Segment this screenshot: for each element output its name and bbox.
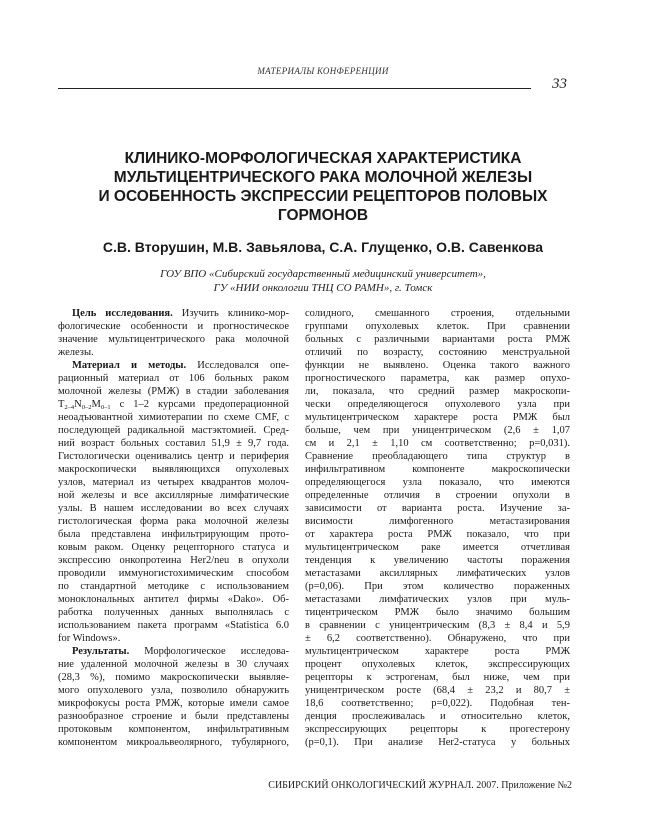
text-line: ние удаленной молочной железы в 30 случаях [58,659,289,670]
methods-heading: Материал и методы. [72,360,187,371]
text-line: экспрессирующих рецепторы к прогестерону [305,724,570,735]
text-line: неоадъювантной химиотерапии по схеме CMF, с [58,412,289,423]
text-line: см и 2,1 ± 1,10 см соответственно; p=0,031). [305,438,570,449]
text-line: по стандартной методике с использованием [58,581,289,592]
text-line: тицентрическом РМЖ было значимо большим [305,607,570,618]
text-line: значение мультицентрического рака молочной [58,334,289,345]
text-line: мультицентрическом раке имеется отчетливая [305,542,570,553]
text-line: рецепторы к эстрогенам, был ниже, чем при [305,672,570,683]
text-line: инфильтративном компоненте макроскопически [305,464,570,475]
text-line: была представлена инфильтрирующим прото- [58,529,289,540]
title-line: МУЛЬТИЦЕНТРИЧЕСКОГО РАКА МОЛОЧНОЙ ЖЕЛЕЗЫ [113,169,533,186]
text-line: (p=0,1). При анализе Her2-статуса у больных [305,737,570,748]
text-line: больше, чем при уницентрическом (2,6 ± 1,07 [305,425,570,436]
text-line: гистологическая форма рака молочной железы [58,516,289,527]
text-line: фологические особенности и прогностическое [58,321,289,332]
text-line: Сравнение преобладающего типа структур в [305,451,570,462]
text-line: Цель исследования. Изучить клинико-мор- [72,308,289,319]
text-line: в сравнении с уницентрическим (8,3 ± 8,4 и 5,9 [305,620,570,631]
text-line: ний возраст больных составил 51,9 ± 9,7 года. [58,438,289,449]
text-line: работка полученных данных выполнялась с [58,607,289,618]
text-line: мультицентрическом характере роста РМЖ [305,646,570,657]
title-line: ГОРМОНОВ [277,207,369,224]
text-line: метастазами аксиллярных лимфатических узлов [305,568,570,579]
text-line: процент опухолевых клеток, экспрессирующих [305,659,570,670]
text-line: мого опухолевого узла, позволило обнаружить [58,685,289,696]
right-column [305,307,570,749]
text-line: разнообразное строение и были представлены [58,711,289,722]
text-line: последующей радикальной мастэктомией. Сред- [58,425,289,436]
text-line: (p=0,06). При этом количество пораженных [305,581,570,592]
page-number: 33 [552,76,567,92]
header-rule [58,88,531,89]
text-line: ной железы и все аксиллярные лимфатические [58,490,289,501]
text-line: функции не выявлено. Оценка такого важного [305,360,570,371]
text-line: солидного, смешанного строения, отдельными [305,308,570,319]
text-line: протоковым компонентом, инфильтративным [58,724,289,735]
text-line: 18,6 соответственно; p=0,022). Подобная тен- [305,698,570,709]
text-line: Гистологически оценивались центр и периферия [58,451,289,462]
text-line: больных с различными вариантами роста РМЖ [305,334,570,345]
text-line: (28,3 %), помимо макроскопически выявляе- [58,672,289,683]
text-line: ли, показала, что средний размер макроскопи- [305,386,570,397]
text-line: денция прослеживалась и относительно клеток, [305,711,570,722]
text-line: макроскопически выявляющихся опухолевых [58,464,289,475]
results-heading: Результаты. [72,646,130,657]
text-line: экспрессию онкопротеина Her2/neu в опухоли [58,555,289,566]
text-line: определенные отличия в строении опухоли в [305,490,570,501]
text-line: определяющегося узла показало, что имеются [305,477,570,488]
text-line: моноклональных антител фирмы «Dako». Об- [58,594,289,605]
affiliation-line: ГОУ ВПО «Сибирский государственный медицинский университет», [160,268,486,280]
title-line: И ОСОБЕННОСТЬ ЭКСПРЕССИИ РЕЦЕПТОРОВ ПОЛОВЫХ [98,188,548,205]
journal-footer: СИБИРСКИЙ ОНКОЛОГИЧЕСКИЙ ЖУРНАЛ. 2007. Приложение №2 [268,780,572,791]
text-line: микрофокусы роста РМЖ, которые имели самое [58,698,289,709]
text-line: for Windows». [58,633,121,644]
aim-heading: Цель исследования. [72,308,173,319]
text-line: узлов, материал из четырех квадрантов молоч- [58,477,289,488]
text-line: мультицентрическом характере роста РМЖ был [305,412,570,423]
left-column [58,307,289,749]
text-line: Материал и методы. Исследовался опе- [72,360,289,371]
text-line: рационный материал от 106 больных раком [58,373,289,384]
stage-line: $T_{2-4}N_{0-2}M_{0-1}$ с 1–2 курсами предоперационной [58,399,289,411]
text-line: использованием пакета программ «Statistica 6.0 [58,620,289,631]
article-title [40,149,606,225]
text-line: ± 6,2 соответственно). Обнаружено, что при [305,633,570,644]
text-line: железы. [58,347,94,358]
text-line: ковым раком. Оценку рецепторного статуса и [58,542,289,553]
section-label: МАТЕРИАЛЫ КОНФЕРЕНЦИИ [257,66,389,76]
text-line: компонентом микроальвеолярного, тубулярного, [58,737,289,748]
text-line: чески определяющегося опухолевого узла при [305,399,570,410]
text-line: уницентрическом росте (68,4 ± 23,2 и 80,7 ± [305,685,570,696]
affiliation-line: ГУ «НИИ онкологии ТНЦ СО РАМН», г. Томск [213,282,433,294]
text-line: метастазами лимфатических узлов при муль- [305,594,570,605]
text-line: тенденция к увеличению частоты поражения [305,555,570,566]
text-line: зависимости от варианта роста. Изучение за- [305,503,570,514]
authors: С.В. Вторушин, М.В. Завьялова, С.А. Глущенко, О.В. Савенкова [102,239,544,255]
text-line: Результаты. Морфологическое исследова- [72,646,289,657]
text-line: висимости лимфогенного метастазирования [305,516,570,527]
text-line: проводили иммуногистохимическим способом [58,568,289,579]
text-line: отличий по возрасту, состоянию менструальной [305,347,570,358]
text-line: от характера роста РМЖ показало, что при [305,529,570,540]
title-line: КЛИНИКО-МОРФОЛОГИЧЕСКАЯ ХАРАКТЕРИСТИКА [124,150,522,167]
text-line: молочной железы (РМЖ) в стадии заболевания [58,386,289,397]
text-line: узлы. В нашем исследовании во всех случаях [58,503,289,514]
text-line: группами опухолевых клеток. При сравнении [305,321,570,332]
text-line: прогностического параметра, как размер опухо- [305,373,570,384]
